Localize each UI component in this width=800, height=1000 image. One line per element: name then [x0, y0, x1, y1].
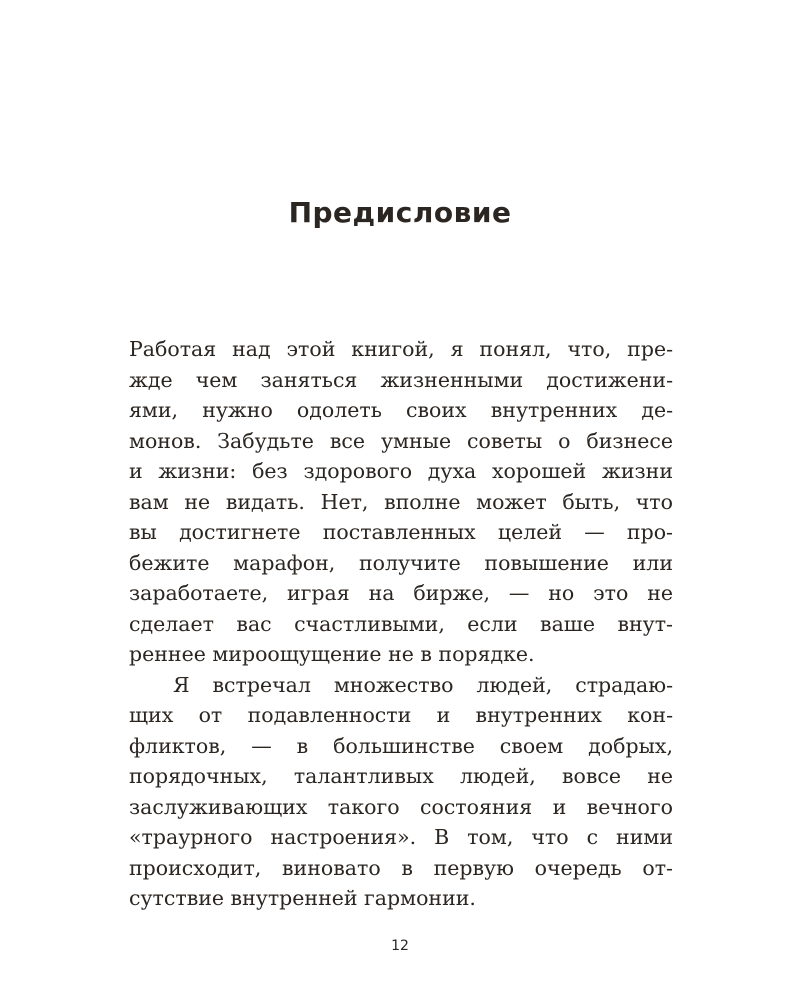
text-line: фликтов, — в большинстве своем добрых,	[129, 733, 673, 758]
text-line: ями, нужно одолеть своих внутренних де-	[129, 398, 673, 422]
chapter-title: Предисловие	[288, 196, 512, 229]
paragraph-1	[129, 334, 673, 670]
text-line: вы достигнете поставленных целей — про-	[129, 520, 673, 544]
text-line: щих от подавленности и внутренних кон-	[129, 703, 673, 727]
body-text	[129, 334, 673, 914]
text-line: монов. Забудьте все умные советы о бизнесе	[129, 428, 673, 453]
text-line: «траурного настроения». В том, что с ними	[129, 825, 673, 849]
text-line: сутствие внутренней гармонии.	[129, 886, 476, 910]
text-line: и жизни: без здорового духа хорошей жизни	[129, 459, 673, 483]
text-line: происходит, виновато в первую очередь от-	[129, 855, 673, 880]
text-line: порядочных, талантливых людей, вовсе не	[129, 764, 673, 788]
text-line: вам не видать. Нет, вполне может быть, что	[129, 489, 673, 514]
text-line: Работая над этой книгой, я понял, что, пре-	[129, 337, 673, 361]
page-number: 12	[391, 938, 409, 954]
paragraph-2	[129, 670, 673, 914]
text-line: жде чем заняться жизненными достижени-	[129, 367, 673, 392]
text-line: сделает вас счастливыми, если ваше внут-	[129, 611, 673, 636]
text-line: реннее мироощущение не в порядке.	[129, 642, 535, 666]
text-line: бежите марафон, получите повышение или	[129, 550, 673, 575]
text-line: заработаете, играя на бирже, — но это не	[129, 581, 673, 605]
text-line: Я встречал множество людей, страдаю-	[173, 672, 673, 697]
text-line: заслуживающих такого состояния и вечного	[129, 794, 673, 819]
